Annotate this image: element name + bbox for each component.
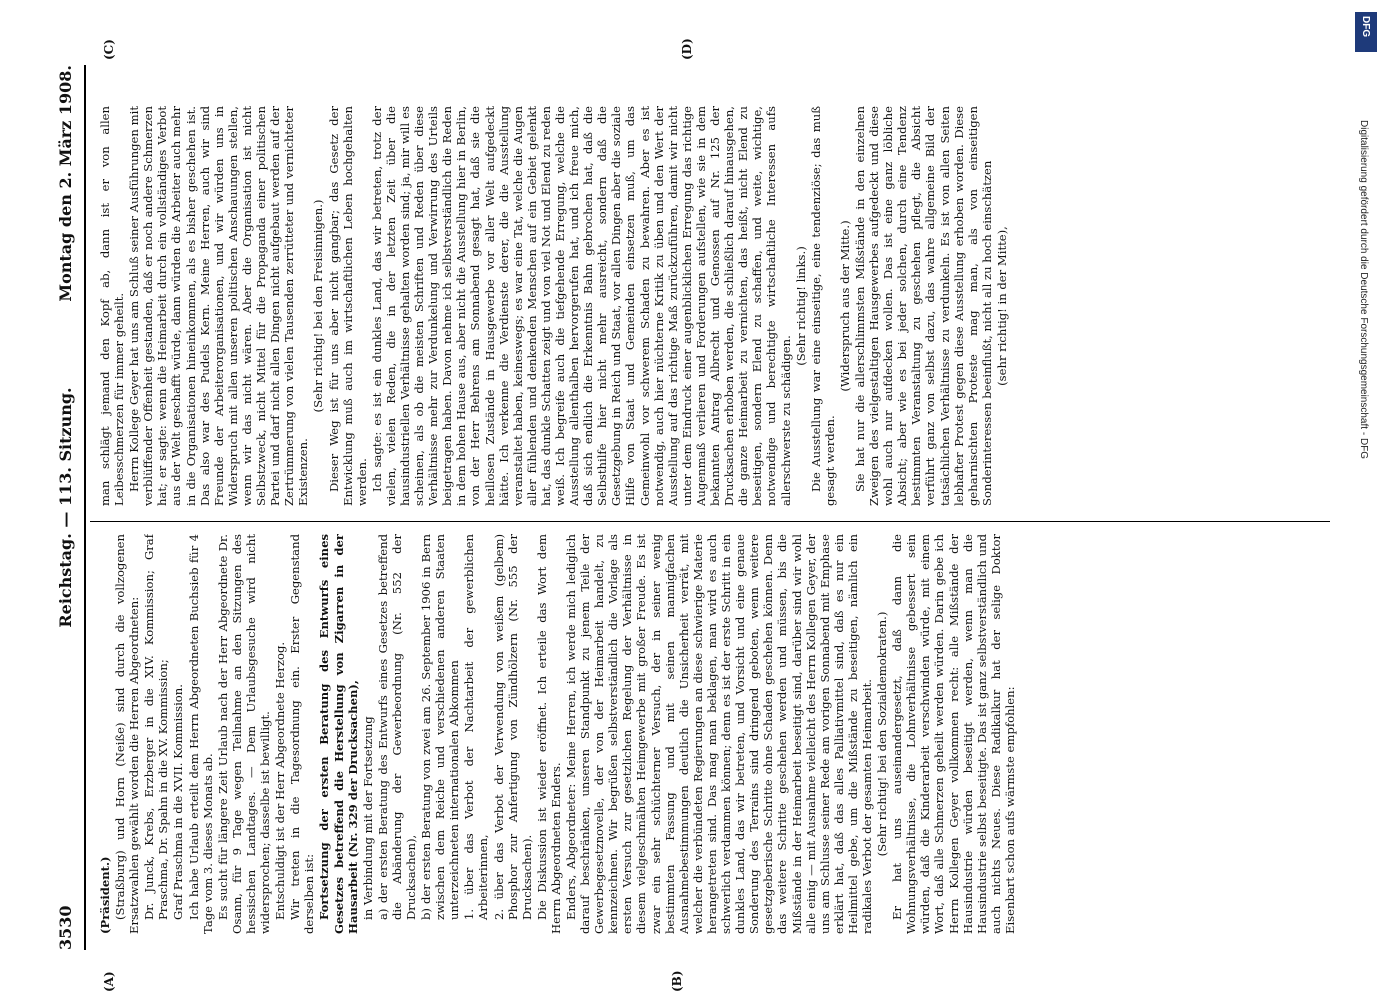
side-credit [1347,120,1377,820]
interjection: (sehr richtig! in der Mitte), [994,226,1009,386]
page-title: Reichstag. — 113. Sitzung. [56,387,75,628]
interjection: (Sehr richtig! bei den Freisinnigen.) [311,199,326,413]
paragraph: Wir treten in die Tagesordnung ein. Erster Gegenstand derselben ist: [288,534,317,934]
document-page [50,38,1330,992]
paragraph: Ich sagte: es ist ein dunkles Land, das wir betreten, trotz der vielen, vielen Reden, die in der letzten Zeit über die hausindustriellen Verhältnisse gehalten worden sind; ja, mir will es scheinen, als ob die meisten Schriften und Reden über diese Verhältnisse mehr zur Verdunkelung und Verwirrung des Urteils beigetragen haben. Davon nehme ich selbstverständlich die Reden in dem hohen Hause aus, aber nicht die Ausstellung hier in Berlin, von der Herr Behrens am Sonnabend gesagt hat, daß sie die heillosen Zustände in Hausgewerbe vor aller Welt aufgedeckt hätte. Ich verkenne die Verdienste derer, die die Ausstellung veranstaltet haben, keineswegs; es war eine Tat, welche die Augen aller fühlenden und denkenden Menschen auf ein Gebiet gelenkt hat, das dunkle Schatten zeigt und von viel Not und Elend zu reden weiß. Ich begreife auch die tiefgehende Erregung, welche die Ausstellung allenthalben hervorgerufen hat, und ich freue mich, daß sich endlich die Erkenntnis Bahn gebrochen hat, daß die Selbsthilfe hier nicht mehr ausreicht, sondern daß die Gesetzgebung in Reich und Staat, vor allen Dingen aber die soziale Hilfe von Staat und Gemeinden einsetzen muß, um das Gemeinwohl vor schwerem Schaden zu bewahren. Aber es ist notwendig, auch hier nüchterne Kritik zu üben und den Wert der Ausstellung auf das richtige Maß zurückzuführen, damit wir nicht unter dem Eindruck einer augenblicklichen Erregung das richtige Augenmaß verlieren und Forderungen aufstellen, wie sie in dem bekannten Antrag Albrecht und Genossen auf Nr. 125 der Drucksachen erhoben werden, die schließlich darauf hinausgehen, die ganze Heimarbeit zu vernichten, das heißt, nicht Elend zu beseitigen, sondern Elend zu schaffen, und weite, wichtige, notwendige und berechtigte wirtschaftliche Interessen aufs allerschwerste zu schädigen. [369,106,793,506]
margin-letter-b: (B) [670,970,684,992]
paragraph: man schlägt jemand den Kopf ab, dann ist er von allen Leibesschmerzen für immer geheilt. [98,106,127,506]
paragraph: a) der ersten Beratung des Entwurfs eines Gesetzes betreffend die Abänderung der Gewerbeordnung (Nr. 552 der Drucksachen), [375,534,418,920]
header-rule [84,65,86,950]
paragraph: Die Ausstellung war eine einseitige, eine tendenziöse; das muß gesagt werden. [808,106,837,506]
paragraph: Herrn Kollege Geyer hat uns am Schluß seiner Ausführungen mit verblüffender Offenheit gestanden, daß er noch andere Schmerzen hat; er sagte: wenn die Heimarbeit durch ein vollständiges Verbot aus der Welt geschafft würde, dann würden die Arbeiter auch mehr in die Organisationen hineinkommen, als es bisher geschehen ist. Das also war des Pudels Kern. Meine Herren, auch wir sind Freunde der Arbeiterorganisationen, und wir würden uns in Widerspruch mit allen unseren politischen Anschauungen stellen, wenn wir das nicht wären. Aber die Organisation ist nicht Selbstzweck, nicht Mittel für die Propaganda einer politischen Partei und darf nicht allen Dingen nicht aufgebaut werden auf der Zertrümmerung von vielen Tausenden zerrütteter und vernichteter Existenzen. [127,106,311,506]
interjection: (Sehr richtig! bei den Sozialdemokraten.) [875,611,890,857]
paragraph: Es sucht für längere Zeit Urlaub nach der Herr Abgeordnete Dr. Osann, für 9 Tage wegen Teilnahme an den Sitzungen des hessischen Landtages. — Dem Urlaubsgesuche wird nicht widersprochen; dasselbe ist bewilligt. [215,534,273,934]
paragraph: (Präsident.) [98,856,112,934]
paragraph: Enders, Abgeordneter: Meine Herren, ich werde mich lediglich darauf beschränken, unseren Standpunkt zu jenem Teile der Gewerbegesetznovelle, der von der Heimarbeit handelt, zu kennzeichnen. Wir begrüßen selbstverständlich die Vorlage als ersten Versuch zur gesetzlichen Regelung der Verhältnisse in diesem vielgeschmähten Heimgewerbe mit großer Freude. Es ist zwar ein sehr schüchterner Versuch, der in seiner wenig bestimmten Fassung und mit seinen mannigfachen Ausnahmebestimmungen deutlich die Unsicherheit verrät, mit welcher die verbündeten Regierungen an diese schwierige Materie herangetreten sind. Das mag man beklagen, man wird es auch schwerlich verdammen können; denn es ist der erste Schritt in ein dunkles Land, das wir betreten, und Vorsicht und eine genaue Sonderung des Terrains sind dringend geboten, wenn weitere gesetzgeberische Schritte ohne Schaden geschehen können. Denn das weitere Schritte geschehen werden und müssen, bis die Mißstände in der Heimarbeit beseitigt sind, darüber sind wir wohl alle einig — mit Ausnahme vielleicht des Herrn Kollegen Geyer, der uns am Schlusse seiner Rede am vorigen Sonnabend mit Emphase erklärt hat, daß das alles Palliativmittel sind, daß es nur ein Heilmittel gebe, um die Mißstände zu beseitigen, nämlich ein radikales Verbot der gesamten Heimarbeit. [564,534,874,934]
paragraph: in Verbindung mit der Fortsetzung [360,716,375,920]
paragraph: Die Diskussion ist wieder eröffnet. Ich erteile das Wort dem Herrn Abgeordneten Enders. [534,534,563,934]
interjection: (Sehr richtig! links.) [793,246,808,366]
margin-letter-a: (A) [102,971,116,992]
left-column [98,534,1326,934]
paragraph: Er hat uns auseinandergesetzt, daß dann die Wohnungsverhältnisse, die Lohnverhältnisse gebessert sein würden, daß die Kinderarbeit verschwinden würde, mit einem Wort, daß alle Schmerzen geheilt werden würden. Darin gebe ich Herrn Kollegen Geyer vollkommen recht: alle Mißstände der Hausindustrie würden beseitigt werden, wenn man die Hausindustrie selbst beseitigte. Das ist ganz selbstverständlich und auch nichts Neues. Diese Radikalkur hat der selige Doktor Eisenbart schon aufs wärmste empfohlen: [890,534,1017,934]
paragraph: 1. über das Verbot der Nachtarbeit der gewerblichen Arbeiterinnen, [462,534,491,920]
paragraph: Entschuldigt ist der Herr Abgeordnete Herzog. [273,641,288,920]
side-credit-text: Digitalisierung gefördert durch die Deutsche Forschungsgemeinschaft - DFG [1358,120,1369,460]
paragraph: Dieser Weg ist für uns aber nicht gangbar; das Gesetz der Entwicklung muß auch im wirtschaftlichen Leben hochgehalten werden. [326,106,369,506]
dfg-logo-text: DFG [1360,16,1371,38]
paragraph: b) der ersten Beratung von zwei am 26. September 1906 in Bern zwischen dem Reiche und verschiedenen anderen Staaten unterzeichneten internationalen Abkommen [419,534,462,920]
margin-letter-c: (C) [102,39,116,60]
margin-letter-d: (D) [680,38,694,60]
session-date: Montag den 2. März 1908. [56,65,75,302]
paragraph: (Straßburg) und Horn (Neiße) sind durch die vollzogenen Ersatzwahlen gewählt worden die Herren Abgeordneten: [113,534,142,934]
interjection: (Widerspruch aus der Mitte.) [837,220,852,392]
dfg-logo [1355,12,1377,52]
right-column [98,106,1326,506]
paragraph: 2. über das Verbot der Verwendung von weißem (gelbem) Phosphor zur Anfertigung von Zündhölzern (Nr. 555 der Drucksachen). [491,534,534,920]
paragraph: Graf Praschma in die XVII. Kommission. [171,684,186,920]
paragraph: Dr. Junck, Krebs, Erzberger in die XIV. Kommission; Graf Praschma, Dr. Spahn in die XV. Kommission; [142,534,171,920]
paragraph: Sie hat nur die allerschlimmsten Mißstände in den einzelnen Zweigen des vielgestaltigen Hausgewerbes aufgedeckt und diese wohl auch nur aufdecken wollen. Das ist eine ganz löbliche Absicht; aber wie es bei jeder solchen, durch eine Tendenz bestimmten Veranstaltung zu geschehen pflegt, die Absicht verführt ganz von selbst dazu, das wahre allgemeine Bild der tatsächlichen Verhältnisse zu verdunkeln. Es ist von allen Seiten lebhafter Protest gegen diese Ausstellung erhoben worden. Diese geharnischten Proteste mag man, als von einseitigen Sonderinteressen beeinflußt, nicht all zu hoch einschätzen [852,106,994,506]
paragraph: Ich habe Urlaub erteilt dem Herrn Abgeordneten Buchsieb für 4 Tage vom 3. dieses Monats ab. [186,534,215,934]
page-number: 3530 [56,905,75,950]
paragraph: Fortsetzung der ersten Beratung des Entwurfs eines Gesetzes betreffend die Herstellung von Zigarren in der Hausarbeit (Nr. 329 der Drucksachen), [317,534,360,934]
column-divider [90,521,1330,522]
